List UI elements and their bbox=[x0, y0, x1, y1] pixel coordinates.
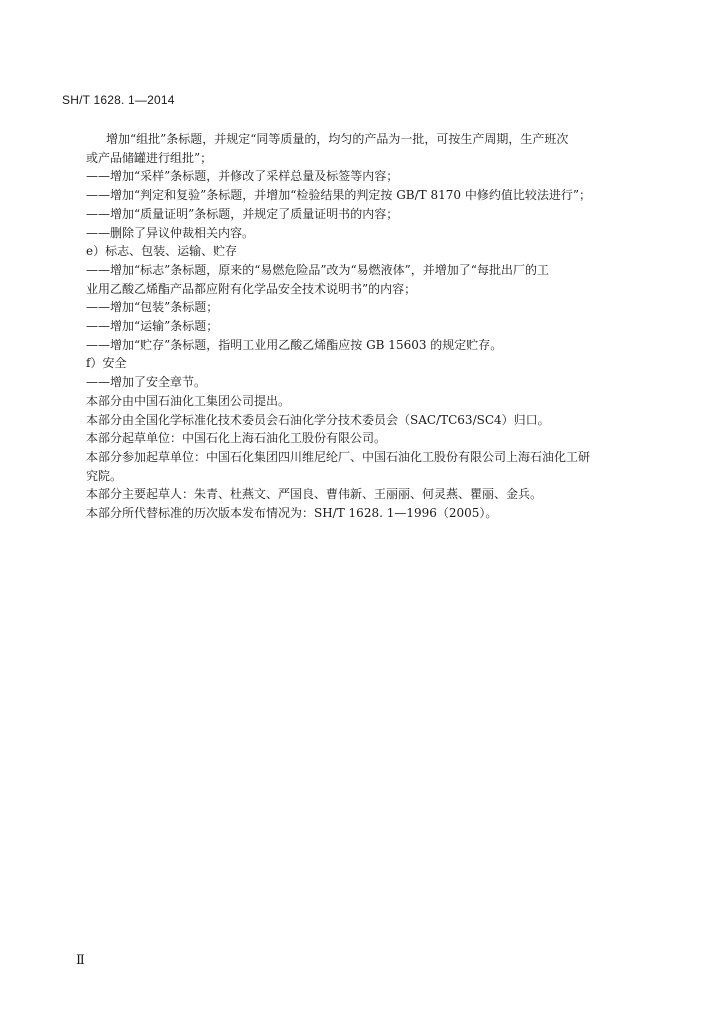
body-line: ——增加“贮存”条标题，指明工业用乙酸乙烯酯应按 GB 15603 的规定贮存。 bbox=[86, 337, 503, 352]
drafting-unit-statement: 本部分起草单位：中国石化上海石油化工股份有限公司。 bbox=[86, 431, 387, 446]
body-line: ——增加“包装”条标题； bbox=[86, 300, 219, 315]
body-line: 业用乙酸乙烯酯产品都应附有化学品安全技术说明书”的内容； bbox=[86, 281, 417, 296]
proposer-statement: 本部分由中国石油化工集团公司提出。 bbox=[86, 393, 291, 408]
document-body bbox=[86, 130, 646, 523]
body-line: ——增加“质量证明”条标题，并规定了质量证明书的内容； bbox=[86, 206, 399, 221]
section-heading-f: f）安全 bbox=[86, 356, 127, 371]
page-header: SH/T 1628. 1—2014 bbox=[62, 93, 175, 107]
body-line: 或产品储罐进行组批”； bbox=[86, 150, 213, 165]
body-line: ——增加“判定和复验”条标题，并增加“检验结果的判定按 GB/T 8170 中修约值比较法进行”； bbox=[86, 188, 591, 203]
body-line: ——增加“标志”条标题，原来的“易燃危险品”改为“易燃液体”，并增加了“每批出厂的工 bbox=[86, 262, 549, 277]
section-heading-e: e）标志、包装、运输、贮存 bbox=[86, 244, 238, 259]
body-line: ——删除了异议仲裁相关内容。 bbox=[86, 225, 255, 240]
body-line: ——增加“运输”条标题； bbox=[86, 319, 219, 334]
previous-editions-statement: 本部分所代替标准的历次版本发布情况为：SH/T 1628. 1—1996（2005）。 bbox=[86, 506, 498, 521]
body-line: ——增加“采样”条标题，并修改了采样总量及标签等内容； bbox=[86, 169, 399, 184]
page-number: Ⅱ bbox=[76, 952, 85, 967]
technical-committee-statement: 本部分由全国化学标准化技术委员会石油化学分技术委员会（SAC/TC63/SC4）归口。 bbox=[86, 412, 550, 427]
participating-units-statement: 本部分参加起草单位：中国石化集团四川维尼纶厂、中国石油化工股份有限公司上海石油化工研 bbox=[86, 449, 591, 464]
body-line: ——增加了安全章节。 bbox=[86, 375, 207, 390]
body-line: 增加“组批”条标题，并规定“同等质量的，均匀的产品为一批，可按生产周期，生产班次 bbox=[106, 132, 569, 146]
body-line: 究院。 bbox=[86, 468, 123, 483]
drafters-statement: 本部分主要起草人：朱青、杜燕文、严国良、曹伟新、王丽丽、何灵燕、瞿丽、金兵。 bbox=[86, 487, 543, 502]
